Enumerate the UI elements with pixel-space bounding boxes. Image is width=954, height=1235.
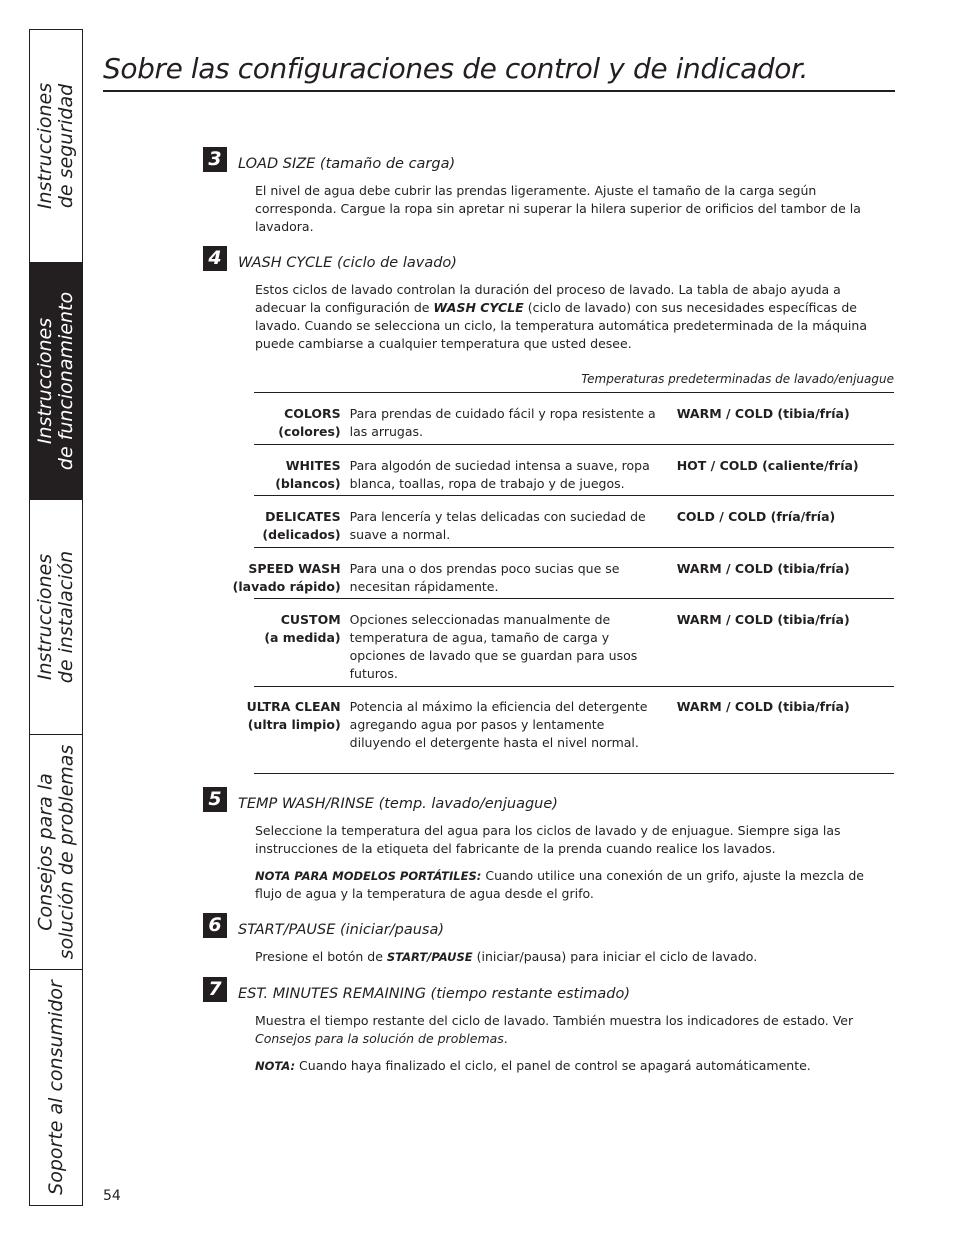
section-est-minutes-remaining — [203, 977, 895, 1087]
tab-label-line2: de instalación — [55, 550, 78, 684]
table-divider — [254, 598, 894, 599]
tab-label-line2: de seguridad — [55, 83, 77, 209]
cycle-description: Potencia al máximo la eficiencia del detergente agregando agua por pasos y lentamente diluyendo el detergente hasta el nivel normal. — [349, 699, 648, 750]
step-number-badge: 3 — [203, 147, 227, 172]
step-number-badge: 7 — [203, 977, 227, 1002]
tab-safety-instructions[interactable] — [30, 30, 82, 263]
cycle-name: DELICATES (delicados) — [262, 509, 341, 542]
section-heading: START/PAUSE (iniciar/pausa) — [238, 922, 445, 938]
text-emphasis: START/PAUSE — [386, 950, 473, 964]
note-label: NOTA PARA MODELOS PORTÁTILES: — [255, 869, 482, 883]
text-part: Muestra el tiempo restante del ciclo de lavado. También muestra los indicadores de estado. Ver — [255, 1013, 854, 1028]
section-load-size — [203, 147, 895, 237]
step-number-badge: 6 — [203, 913, 227, 938]
cycle-temperature: WARM / COLD (tibia/fría) — [676, 561, 850, 576]
text-part: (iniciar/pausa) para iniciar el ciclo de lavado. — [472, 949, 758, 964]
tab-label-line1: Instrucciones — [34, 82, 56, 210]
section-heading: EST. MINUTES REMAINING (tiempo restante estimado) — [238, 986, 631, 1002]
text-part: Estos ciclos de lavado controlan la duración del proceso de lavado. La tabla de abajo ayuda a adecuar la configuración de — [255, 282, 841, 315]
table-row — [232, 698, 894, 752]
table-divider — [254, 773, 894, 774]
section-start-pause — [203, 913, 895, 973]
section-temp-wash-rinse — [203, 787, 895, 907]
table-row — [232, 457, 894, 493]
step-number-badge: 4 — [203, 246, 227, 271]
section-heading: WASH CYCLE (ciclo de lavado) — [238, 255, 457, 271]
text-part: (ciclo de lavado) con sus necesidades específicas de lavado. Cuando se selecciona un ciclo, la temperatura automática predeterminada de la máquina puede cambiarse a cualquier temperatura que usted desee. — [255, 300, 867, 351]
tab-label-line1: Consejos para la — [34, 773, 57, 931]
section-wash-cycle — [203, 246, 895, 356]
table-divider — [254, 547, 894, 548]
section-heading: TEMP WASH/RINSE (temp. lavado/enjuague) — [238, 796, 558, 812]
table-divider — [254, 495, 894, 496]
cycle-description: Para algodón de suciedad intensa a suave, ropa blanca, toallas, ropa de trabajo y de juegos. — [349, 458, 650, 491]
tab-label-line2: de funcionamiento — [55, 291, 78, 471]
tab-label-line1: Soporte al consumidor — [44, 979, 67, 1195]
cycle-name: ULTRA CLEAN (ultra limpio) — [246, 699, 341, 732]
tab-label-line2: solución de problemas — [55, 744, 78, 960]
text-part: Presione el botón de — [255, 949, 387, 964]
table-row — [232, 508, 894, 544]
title-divider — [103, 90, 895, 92]
tab-installation-instructions[interactable] — [30, 500, 82, 735]
cycle-name: COLORS (colores) — [278, 406, 341, 439]
table-divider — [254, 686, 894, 687]
note-text: Cuando utilice una conexión de un grifo, ajuste la mezcla de flujo de agua y la temperatura de agua desde el grifo. — [255, 868, 864, 901]
note-text: Cuando haya finalizado el ciclo, el panel de control se apagará automáticamente. — [295, 1058, 811, 1073]
cycle-name: CUSTOM (a medida) — [264, 612, 341, 645]
text-emphasis: WASH CYCLE — [433, 300, 524, 315]
section-heading: LOAD SIZE (tamaño de carga) — [238, 156, 456, 172]
cycle-temperature: COLD / COLD (fría/fría) — [676, 509, 836, 524]
section-text — [255, 948, 880, 966]
note-label: NOTA: — [255, 1059, 296, 1073]
tab-operating-instructions[interactable] — [30, 263, 82, 500]
section-note — [255, 867, 880, 903]
cycle-description: Para prendas de cuidado fácil y ropa resistente a las arrugas. — [349, 406, 656, 439]
tab-troubleshooting-tips[interactable] — [30, 735, 82, 970]
side-navigation — [29, 29, 83, 1206]
text-part: . — [503, 1031, 508, 1046]
tab-label-line1: Instrucciones — [34, 317, 57, 445]
table-divider — [254, 392, 894, 393]
cycle-description: Opciones seleccionadas manualmente de temperatura de agua, tamaño de carga y opciones de lavado que se guardan para usos futuros. — [349, 612, 638, 681]
table-row — [232, 405, 894, 441]
cycle-name: WHITES (blancos) — [275, 458, 341, 491]
section-note — [255, 1057, 880, 1075]
cycle-description: Para lencería y telas delicadas con suciedad de suave a normal. — [349, 509, 646, 542]
cycle-temperature: WARM / COLD (tibia/fría) — [676, 612, 850, 627]
step-number-badge: 5 — [203, 787, 227, 812]
page-title: Sobre las configuraciones de control y de indicador. — [103, 52, 809, 85]
page-number: 54 — [103, 1188, 121, 1204]
cycle-temperature: WARM / COLD (tibia/fría) — [676, 406, 850, 421]
section-text — [255, 281, 895, 353]
table-row — [232, 611, 894, 683]
cycle-temperature: WARM / COLD (tibia/fría) — [676, 699, 850, 714]
cycle-temperature: HOT / COLD (caliente/fría) — [676, 458, 859, 473]
tab-label-line1: Instrucciones — [34, 553, 57, 681]
table-row — [232, 560, 894, 596]
table-caption: Temperaturas predeterminadas de lavado/enjuague — [581, 372, 894, 386]
cycle-name: SPEED WASH (lavado rápido) — [232, 561, 341, 594]
cycle-description: Para una o dos prendas poco sucias que se necesitan rápidamente. — [349, 561, 620, 594]
table-divider — [254, 444, 894, 445]
section-text — [255, 1012, 880, 1048]
section-text: Seleccione la temperatura del agua para los ciclos de lavado y de enjuague. Siempre siga las instrucciones de la etiqueta del fabricante de la prenda cuando realice los lavados. — [255, 823, 841, 856]
text-reference: Consejos para la solución de problemas — [255, 1031, 504, 1046]
tab-consumer-support[interactable] — [30, 970, 82, 1204]
section-text: El nivel de agua debe cubrir las prendas ligeramente. Ajuste el tamaño de la carga según corresponda. Cargue la ropa sin apretar ni superar la hilera superior de orificios del tambor de la lavadora. — [255, 183, 861, 234]
